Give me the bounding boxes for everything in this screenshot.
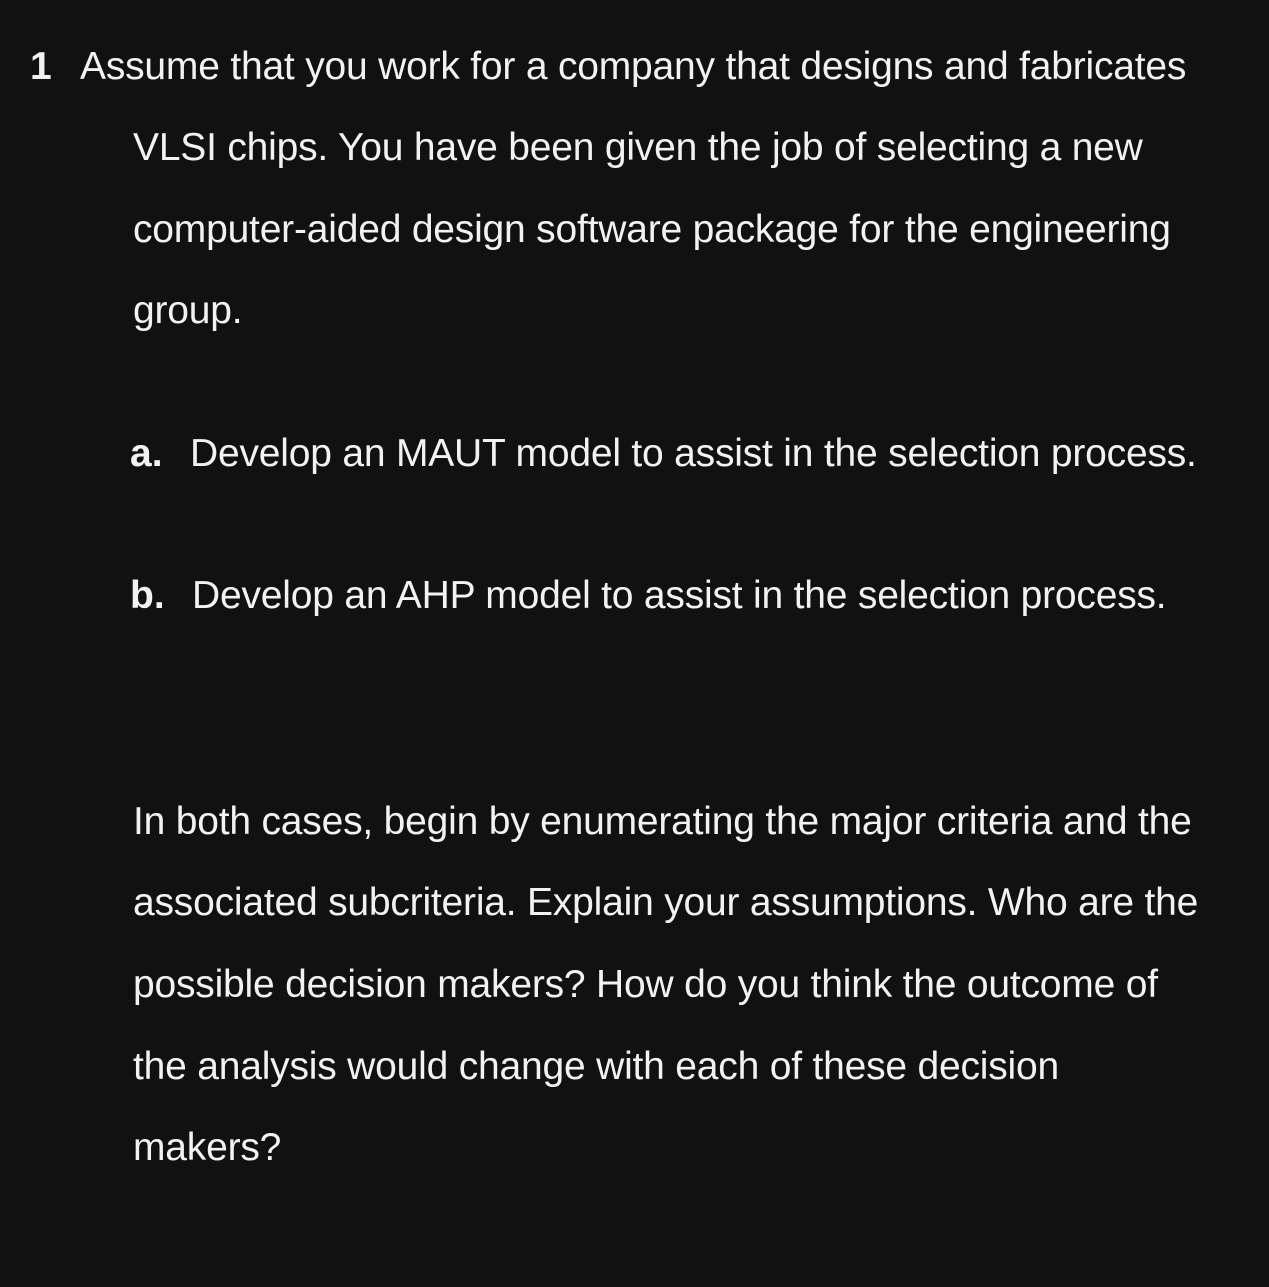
part-b-text: Develop an AHP model to assist in the selection process. xyxy=(192,574,1167,617)
part-a-text: Develop an MAUT model to assist in the selection process. xyxy=(190,432,1197,475)
part-a-label: a. xyxy=(130,432,163,475)
intro-line-2: VLSI chips. You have been given the job of selecting a new xyxy=(133,126,1143,169)
intro-line-1: Assume that you work for a company that designs and fabricates xyxy=(80,45,1187,88)
part-b-label: b. xyxy=(130,574,165,617)
closing-line-3: possible decision makers? How do you think the outcome of xyxy=(133,963,1158,1006)
closing-line-1: In both cases, begin by enumerating the major criteria and the xyxy=(133,800,1192,843)
closing-line-5: makers? xyxy=(133,1126,282,1169)
closing-line-2: associated subcriteria. Explain your assumptions. Who are the xyxy=(133,881,1199,924)
closing-line-4: the analysis would change with each of these decision xyxy=(133,1045,1059,1088)
question-number: 1 xyxy=(30,45,52,88)
intro-line-3: computer-aided design software package for the engineering xyxy=(133,208,1171,251)
intro-line-4: group. xyxy=(133,289,243,332)
